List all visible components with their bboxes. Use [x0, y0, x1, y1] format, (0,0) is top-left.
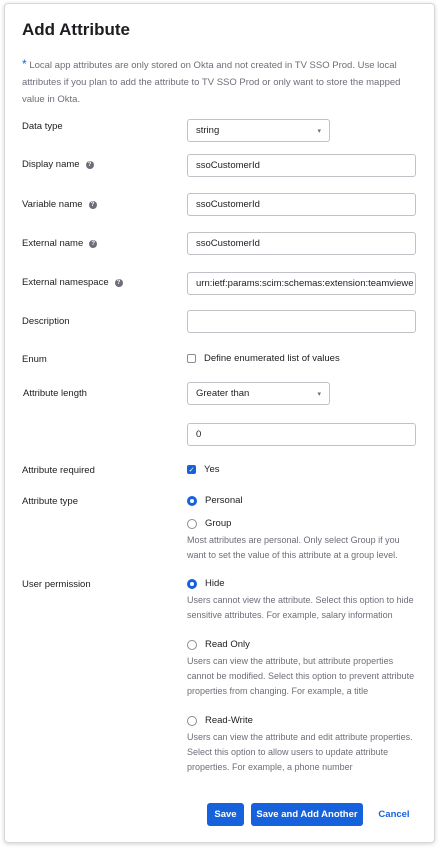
save-and-add-another-button[interactable]: Save and Add Another	[251, 803, 363, 826]
external-namespace-input[interactable]: urn:ietf:params:scim:schemas:extension:teamviewe	[187, 272, 416, 295]
cancel-button[interactable]: Cancel	[378, 809, 410, 820]
attribute-required-label: Attribute required	[22, 465, 95, 476]
description-label: Description	[22, 316, 70, 327]
check-icon[interactable]: ✓	[188, 467, 195, 474]
help-icon[interactable]: ?	[86, 161, 94, 169]
permission-hide-radio[interactable]: Hide	[187, 578, 225, 589]
radio-unselected-icon[interactable]	[187, 640, 197, 650]
external-namespace-label: External namespace ?	[22, 277, 123, 288]
external-name-label: External name ?	[22, 238, 97, 249]
help-icon[interactable]: ?	[89, 240, 97, 248]
data-type-select[interactable]: string ▾	[187, 119, 330, 142]
radio-unselected-icon[interactable]	[187, 716, 197, 726]
display-name-input[interactable]: ssoCustomerId	[187, 154, 416, 177]
permission-read-write-desc: Users can view the attribute and edit attribute properties. Select this option to allow users to update attribute properties. For example, a phone number	[187, 732, 413, 772]
attribute-required-checkbox-row[interactable]: ✓ Yes	[188, 464, 220, 475]
attribute-length-input[interactable]: 0	[187, 423, 416, 446]
attribute-length-operator-select[interactable]: Greater than ▾	[187, 382, 330, 405]
variable-name-label: Variable name ?	[22, 199, 97, 210]
attribute-type-help-text: Most attributes are personal. Only select Group if you want to set the value of this attribute at a group level.	[187, 535, 400, 560]
permission-read-write-radio[interactable]: Read-Write	[187, 715, 253, 726]
attribute-type-personal-radio[interactable]: Personal	[187, 495, 243, 506]
enum-checkbox[interactable]	[187, 354, 196, 363]
chevron-down-icon: ▾	[317, 390, 321, 398]
variable-name-input[interactable]: ssoCustomerId	[187, 193, 416, 216]
attribute-length-label: Attribute length	[23, 388, 87, 399]
asterisk-icon: *	[22, 57, 27, 71]
data-type-label: Data type	[22, 121, 63, 132]
add-attribute-dialog	[4, 3, 435, 843]
enum-checkbox-row[interactable]: Define enumerated list of values	[187, 353, 340, 364]
dialog-title: Add Attribute	[22, 20, 130, 39]
save-button[interactable]: Save	[207, 803, 244, 826]
chevron-down-icon: ▾	[317, 127, 321, 135]
enum-label: Enum	[22, 354, 47, 365]
attribute-type-label: Attribute type	[22, 496, 78, 507]
local-attribute-note	[22, 56, 417, 108]
radio-selected-icon[interactable]	[187, 496, 197, 506]
note-text: Local app attributes are only stored on Okta and not created in TV SSO Prod. Use local attributes if you plan to add the attribute to TV SSO Prod or only want to store the mapped value in Okta.	[22, 60, 401, 105]
radio-selected-icon[interactable]	[187, 579, 197, 589]
permission-read-only-radio[interactable]: Read Only	[187, 639, 250, 650]
radio-unselected-icon[interactable]	[187, 519, 197, 529]
external-name-input[interactable]: ssoCustomerId	[187, 232, 416, 255]
permission-hide-desc: Users cannot view the attribute. Select this option to hide sensitive attributes. For example, salary information	[187, 595, 414, 620]
help-icon[interactable]: ?	[89, 201, 97, 209]
help-icon[interactable]: ?	[115, 279, 123, 287]
display-name-label: Display name ?	[22, 159, 94, 170]
permission-read-only-desc: Users can view the attribute, but attribute properties cannot be modified. Select this option to prevent attribute properties from changing. For example, a title	[187, 656, 415, 696]
description-input[interactable]	[187, 310, 416, 333]
attribute-type-group-radio[interactable]: Group	[187, 518, 231, 529]
user-permission-label: User permission	[22, 579, 91, 590]
